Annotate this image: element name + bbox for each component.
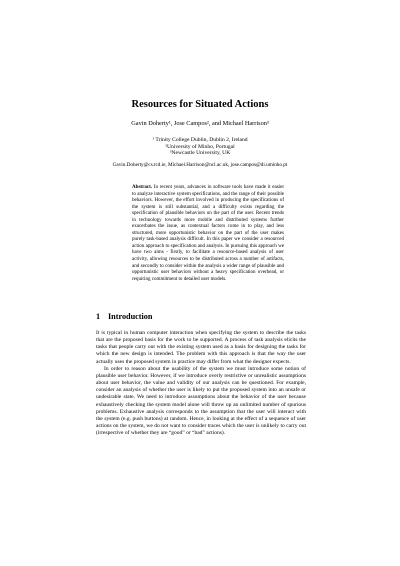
- affiliation-3: ³Newcastle University, UK: [169, 150, 231, 157]
- section-title: Introduction: [108, 312, 153, 321]
- section-number: 1: [96, 312, 101, 321]
- paper-title: Resources for Situated Actions: [131, 99, 269, 110]
- author-list: Gavin Doherty¹, Jose Campos², and Michael Harrison³: [131, 120, 269, 127]
- paragraph: It is typical in human computer interaction when specifying the system to describe the tasks that are the proposed basis for the work to be supported. A process of task analysis elicits the tasks that people carry out with the existing system used as a basis for designing the tasks for which the new design is intended. The problem with this approach is that the way the user actually uses the proposed system in practice may differ from what the designer expects.: [96, 330, 306, 365]
- affiliation-2: ²University of Minho, Portugal: [165, 143, 235, 150]
- abstract-label: Abstract.: [132, 184, 153, 190]
- author-emails: Gavin.Doherty@cs.tcd.ie, Michael.Harrison@ncl.ac.uk, jose.campos@di.uminho.pt: [112, 162, 288, 168]
- section-body: [96, 330, 306, 437]
- section-heading: [96, 312, 316, 322]
- affiliations: [0, 137, 400, 157]
- affiliation-1: ¹ Trinity College Dublin, Dublin 2, Ireland: [152, 137, 248, 143]
- abstract: [132, 184, 284, 282]
- paragraph: In order to reason about the usability of the system we must introduce some notion of plausible user behavior. However, if we introduce overly restrictive or unrealistic assumptions about user behavior, the value and validity of our analysis can be questioned. For example, consider an analysis of whether the user is likely to put the proposed system into an unsafe or undesirable state. We need to introduce assumptions about the behavior of the user because exhaustively checking the system model alone will throw up an unlimited number of spurious problems. Exhaustive analysis corresponds to the assumption that the user will interact with the system (e.g. push buttons) at random. Hence, in looking at the effect of a sequence of user actions on the system, we do not want to consider traces which the user is unlikely to carry out (irrespective of whether they are “good” or “bad” actions).: [96, 365, 306, 437]
- abstract-text: In recent years, advances in software tools have made it easier to analyze interactive system specifications, and the range of their possible behaviors. However, the effort involved in producing the specifications of the system is still substantial, and a difficulty exists regarding the specification of plausible behaviors on the part of the user. Recent trends in technology towards more mobile and distributed systems further exacerbates the issue, as contextual factors come in to play, and less structured, more opportunistic behavior on the part of the user makes purely task-based analysis difficult. In this paper we consider a resourced action approach to specification and analysis. In pursuing this approach we have two aims - firstly, to facilitate a resource-based analysis of user activity, allowing resources to be distributed across a number of artifacts, and secondly to consider within the analysis a wider range of plausible and opportunistic user behaviors without a heavy specification overhead, or requiring commitment to detailed user models.: [132, 184, 284, 282]
